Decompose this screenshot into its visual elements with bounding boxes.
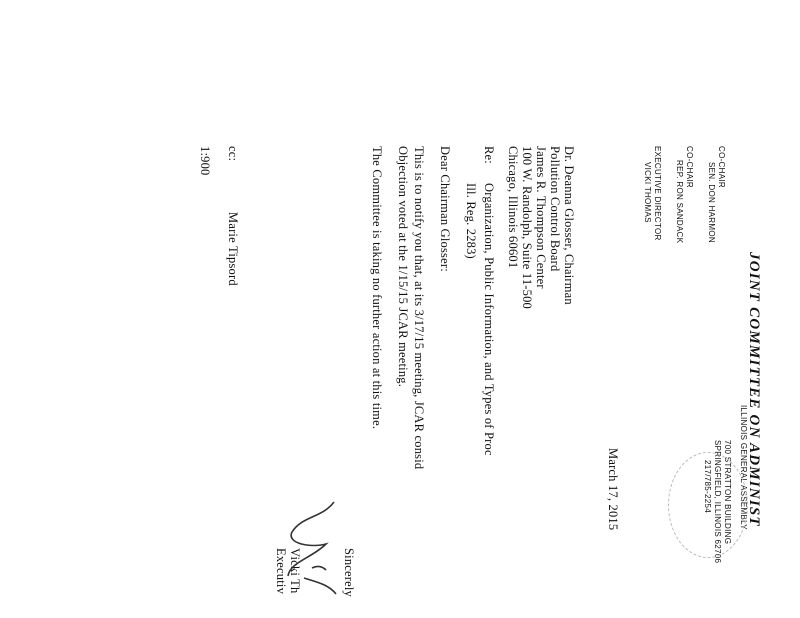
cc-name: Marie Tipsord [226,212,240,286]
cc-code: 1:900 [198,146,212,176]
member-line-2: SEN. DON HARMON [707,162,716,243]
letterhead-title: JOINT COMMITTEE ON ADMINIST [746,252,762,527]
cc-label: cc: [226,146,240,162]
signature-graphic [282,498,342,598]
closing-sincerely: Sincerely [342,548,356,598]
closing-name: Vicki Th [288,548,302,594]
letter-date: March 17, 2015 [606,448,620,531]
body-line-1: This is to notify you that, at its 3/17/15 meeting, JCAR consid [412,146,426,470]
member-line-3: CO-CHAIR [685,146,694,188]
letterhead-address-2: SPRINGFIELD, ILLINOIS 62706 [713,440,722,564]
member-line-1: CO-CHAIR [717,146,726,188]
body-line-3: The Committee is taking no further action at this time. [370,146,384,430]
letterhead-subtitle: ILLINOIS GENERAL ASSEMBLY [739,405,748,530]
re-line-1: Organization, Public Information, and Types of Proc [482,183,496,456]
recipient-line-1: Dr. Deanna Glosser, Chairman [562,146,576,305]
letterhead-address-1: 700 STRATTON BUILDING [723,440,732,545]
letterhead-address-3: 217/785-2254 [703,460,712,513]
re-label: Re: [482,146,496,164]
recipient-line-4: 100 W. Randolph, Suite 11-500 [520,146,534,309]
re-line-2: Ill. Reg. 2283) [464,183,478,259]
seal-outline [668,452,748,558]
recipient-line-5: Chicago, Illinois 60601 [506,146,520,269]
member-line-4: REP. RON SANDACK [675,160,684,244]
body-line-2: Objection voted at the 1/15/15 JCAR meeting. [396,146,410,388]
member-line-5: EXECUTIVE DIRECTOR [653,146,662,241]
recipient-line-3: James R. Thompson Center [534,146,548,289]
closing-position: Executiv [274,548,288,595]
salutation: Dear Chairman Glosser: [438,146,452,272]
member-line-6: VICKI THOMAS [643,162,652,223]
recipient-line-2: Pollution Control Board [548,146,562,272]
